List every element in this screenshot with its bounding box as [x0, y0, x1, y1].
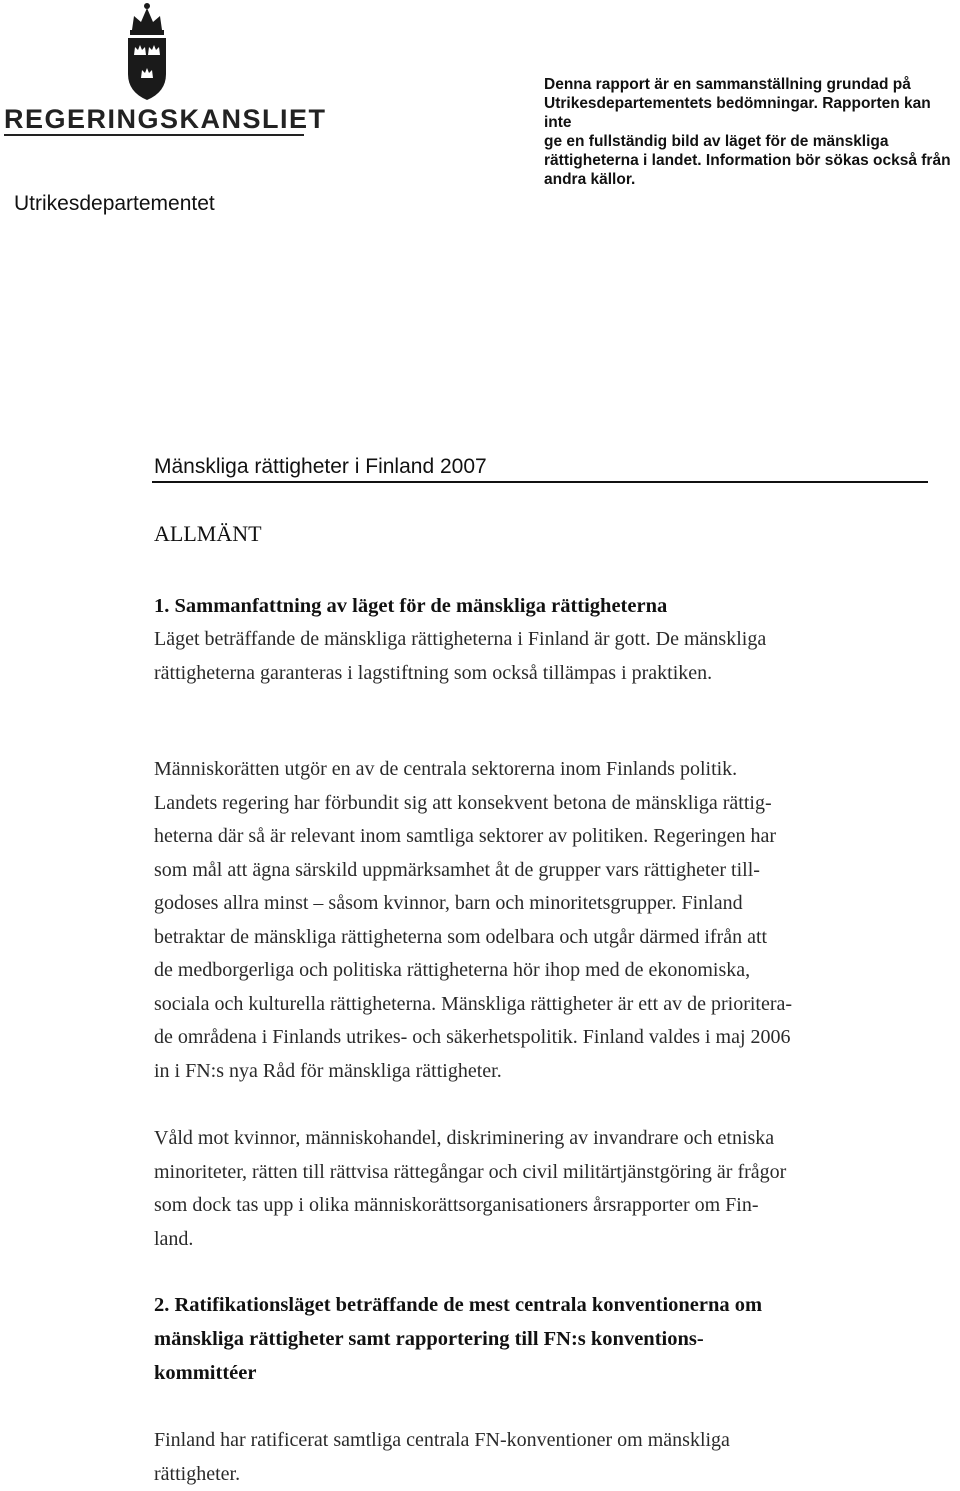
paragraph-line: rättigheter. [154, 1458, 924, 1491]
paragraph-line: rättigheterna garanteras i lagstiftning som också tillämpas i praktiken. [154, 657, 924, 691]
paragraph-4 [154, 1424, 924, 1491]
paragraph-line: Landets regering har förbundit sig att konsekvent betona de mänskliga rättig- [154, 787, 924, 821]
paragraph-line: som mål att ägna särskild uppmärksamhet åt de grupper vars rättigheter till- [154, 854, 924, 888]
heading-line: 2. Ratifikationsläget beträffande de mest centrala konventionerna om [154, 1288, 914, 1322]
title-rule [152, 481, 928, 483]
paragraph-2 [154, 753, 924, 1088]
paragraph-line: sociala och kulturella rättigheterna. Mänskliga rättigheter är ett av de prioritera- [154, 988, 924, 1022]
disclaimer [544, 75, 960, 189]
document-title: Mänskliga rättigheter i Finland 2007 [154, 455, 487, 479]
disclaimer-line: Utrikesdepartementets bedömningar. Rapporten kan inte [544, 94, 960, 132]
paragraph-line: Läget beträffande de mänskliga rättigheterna i Finland är gott. De mänskliga [154, 623, 924, 657]
section-heading: ALLMÄNT [154, 521, 262, 547]
paragraph-line: som dock tas upp i olika människorättsorganisationers årsrapporter om Fin- [154, 1189, 924, 1223]
paragraph-line: de områdena i Finlands utrikes- och säkerhetspolitik. Finland valdes i maj 2006 [154, 1021, 924, 1055]
paragraph-3 [154, 1122, 924, 1256]
paragraph-line: Finland har ratificerat samtliga centrala FN-konventioner om mänskliga [154, 1424, 924, 1458]
paragraph-line: godoses allra minst – såsom kvinnor, barn och minoritetsgrupper. Finland [154, 887, 924, 921]
paragraph-line: heterna där så är relevant inom samtliga sektorer av politiken. Regeringen har [154, 820, 924, 854]
logo-wordmark: REGERINGSKANSLIET [4, 104, 327, 135]
paragraph-1 [154, 623, 924, 690]
disclaimer-line: rättigheterna i landet. Information bör sökas också från [544, 151, 960, 170]
logo-underline [4, 134, 304, 136]
heading-line: mänskliga rättigheter samt rapportering till FN:s konventions- [154, 1322, 914, 1356]
paragraph-line: Våld mot kvinnor, människohandel, diskriminering av invandrare och etniska [154, 1122, 924, 1156]
paragraph-line: land. [154, 1223, 924, 1257]
paragraph-line: de medborgerliga och politiska rättigheterna hör ihop med de ekonomiska, [154, 954, 924, 988]
heading-ratification [154, 1288, 914, 1390]
paragraph-line: in i FN:s nya Råd för mänskliga rättigheter. [154, 1055, 924, 1089]
paragraph-line: betraktar de mänskliga rättigheterna som odelbara och utgår därmed ifrån att [154, 921, 924, 955]
paragraph-line: Människorätten utgör en av de centrala sektorerna inom Finlands politik. [154, 753, 924, 787]
disclaimer-line: ge en fullständig bild av läget för de mänskliga [544, 132, 960, 151]
disclaimer-line: Denna rapport är en sammanställning grundad på [544, 75, 960, 94]
heading-summary: 1. Sammanfattning av läget för de mänskliga rättigheterna [154, 589, 914, 623]
disclaimer-line: andra källor. [544, 170, 960, 189]
paragraph-line: minoriteter, rätten till rättvisa rättegångar och civil militärtjänstgöring är frågor [154, 1156, 924, 1190]
heading-line: kommittéer [154, 1356, 914, 1390]
department-name: Utrikesdepartementet [14, 192, 215, 216]
